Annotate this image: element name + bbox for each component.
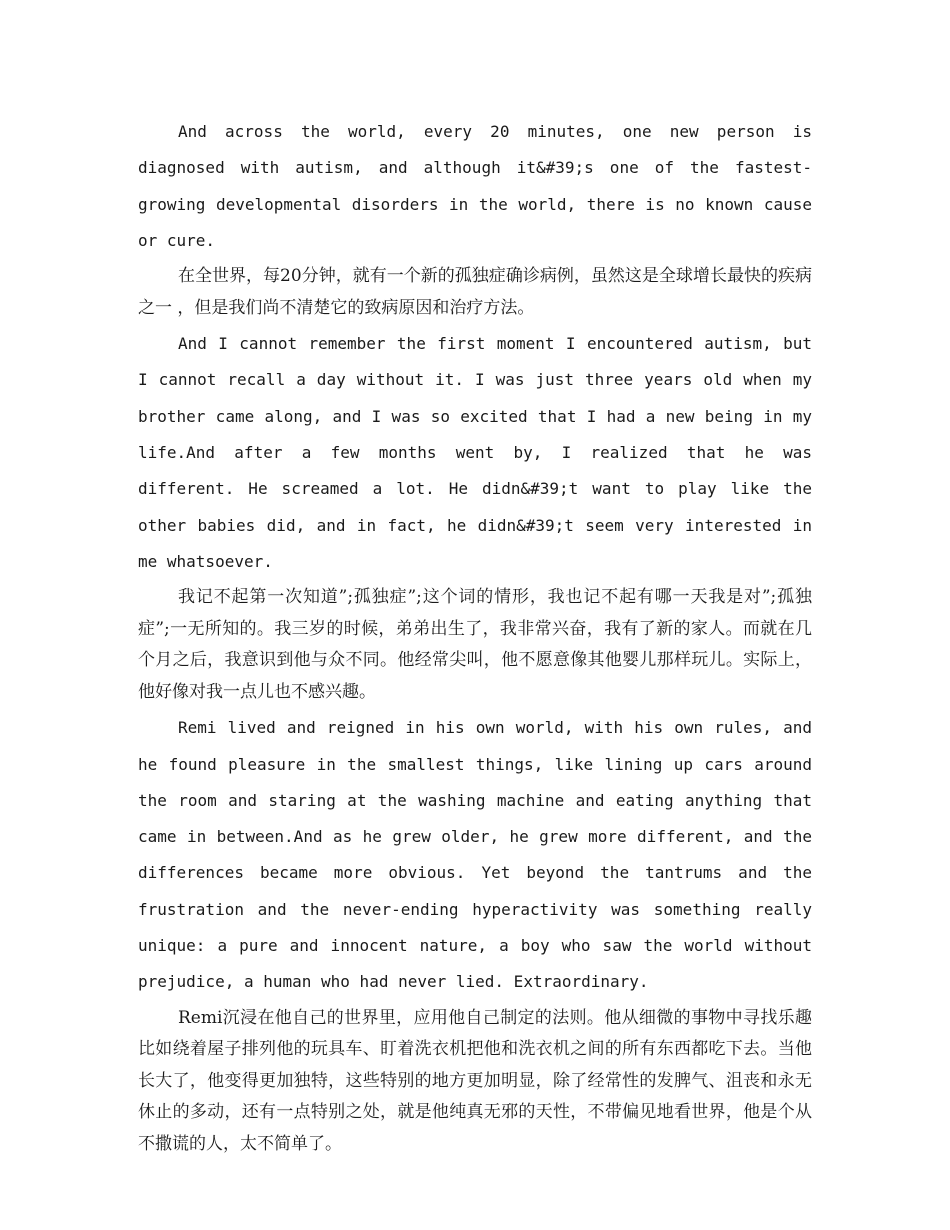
paragraph-chinese-3: Remi沉浸在他自己的世界里，应用他自己制定的法则。他从细微的事物中寻找乐趣比如绕着屋子排列他的玩具车、盯着洗衣机把他和洗衣机之间的所有东西都吃下去。当他长大了，他变得更加独特，这些特别的地方更加明显，除了经常性的发脾气、沮丧和永无休止的多动，还有一点特别之处，就是他纯真无邪的天性，不带偏见地看世界，他是个从不撒谎的人，太不简单了。 [138,1007,812,1154]
paragraph-english-1: And across the world, every 20 minutes, one new person is diagnosed with autism, and although it&#39;s one of the fastest-growing developmental disorders in the world, there is no known cause or cure. [138,122,812,250]
paragraph-chinese-1: 在全世界，每20分钟，就有一个新的孤独症确诊病例，虽然这是全球增长最快的疾病之一 ，但是我们尚不清楚它的致病原因和治疗方法。 [138,266,812,318]
paragraph-english-2: And I cannot remember the first moment I encountered autism, but I cannot recall a day without it. I was just three years old when my brother came along, and I was so excited that I had a new being in my life.And after a few months went by, I realized that he was different. He screamed a lot. He didn&#39;t want to play like the other babies did, and in fact, he didn&#39;t seem very interested in me whatsoever. [138,334,812,571]
document-body [138,114,812,1162]
paragraph-english-3: Remi lived and reigned in his own world, with his own rules, and he found pleasure in the smallest things, like lining up cars around the room and staring at the washing machine and eating anything that came in between.And as he grew older, he grew more different, and the differences became more obvious. Yet beyond the tantrums and the frustration and the never-ending hyperactivity was something really unique: a pure and innocent nature, a boy who saw the world without prejudice, a human who had never lied. Extraordinary. [138,718,812,992]
paragraph-chinese-2: 我记不起第一次知道”;孤独症”;这个词的情形，我也记不起有哪一天我是对”;孤独症”;一无所知的。我三岁的时候，弟弟出生了，我非常兴奋，我有了新的家人。而就在几个月之后，我意识到他与众不同。他经常尖叫，他不愿意像其他婴儿那样玩儿。实际上，他好像对我一点儿也不感兴趣。 [138,587,812,702]
